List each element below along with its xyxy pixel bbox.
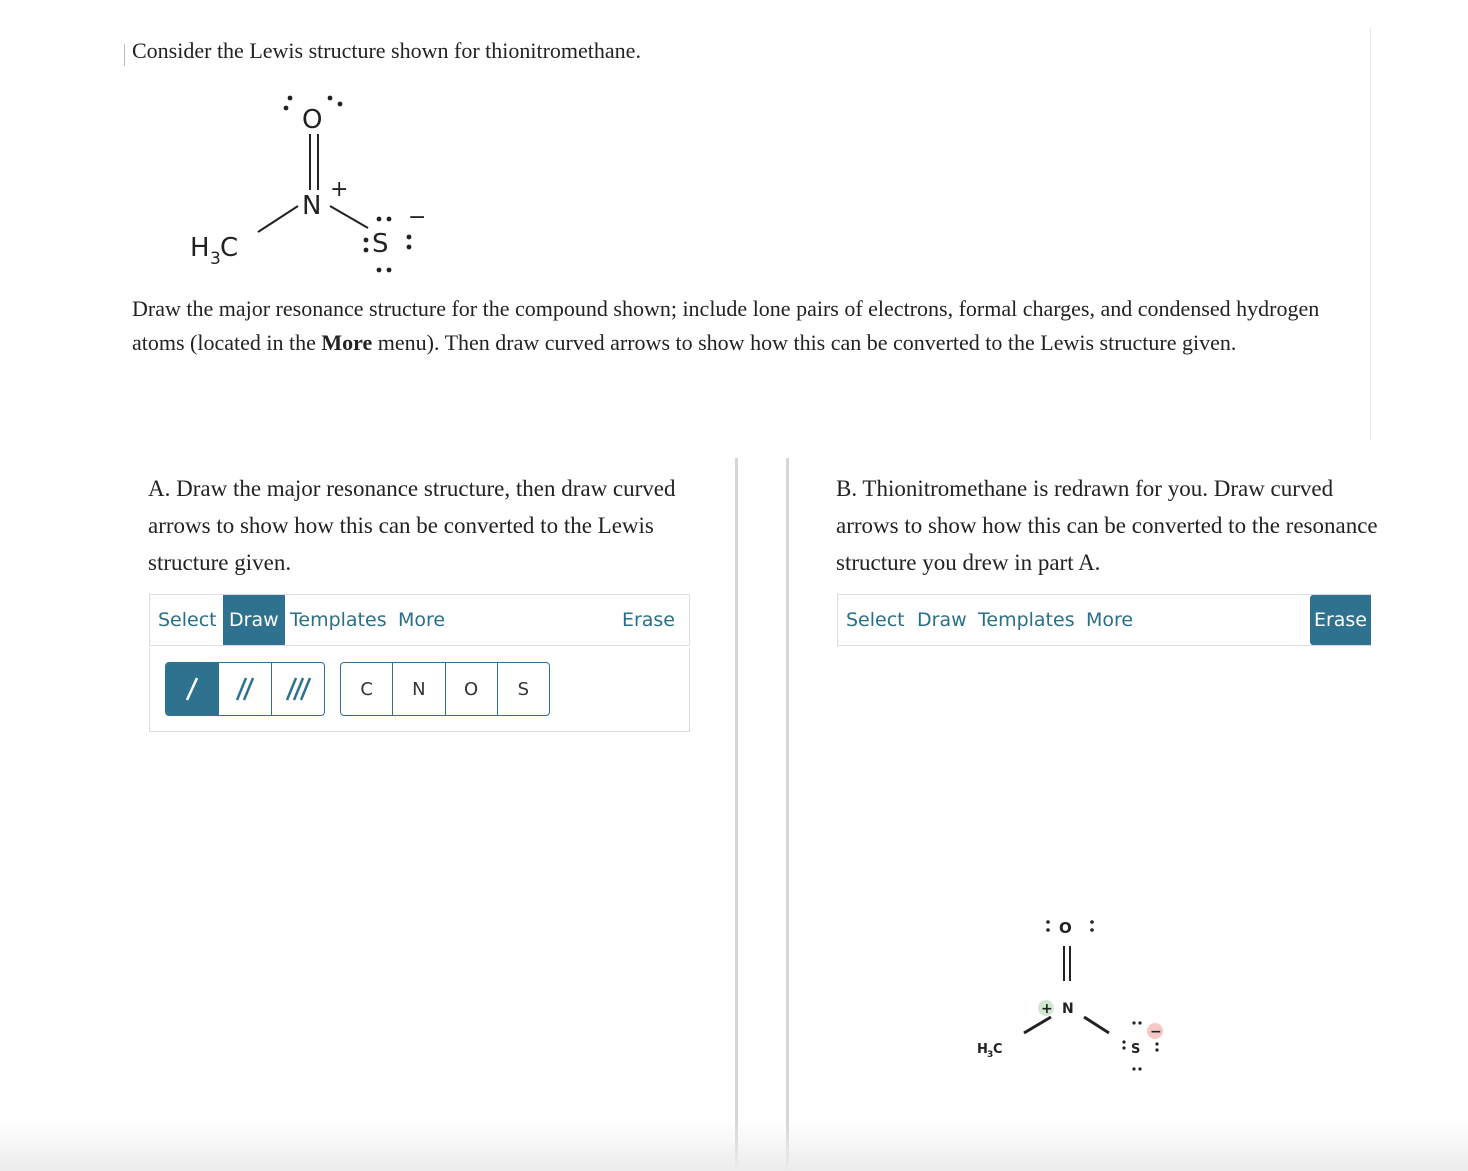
erase-tool[interactable]: Erase <box>1310 595 1371 645</box>
select-tool[interactable]: Select <box>846 609 905 631</box>
c-n-bond <box>258 206 298 232</box>
atom-o-button[interactable]: O <box>446 663 498 715</box>
instructions-text-end: menu). Then draw curved arrows to show how this can be converted to the Lewis structure given. <box>372 330 1237 355</box>
bond-tool-group <box>165 662 325 716</box>
templates-tool[interactable]: Templates <box>290 609 387 631</box>
right-rule <box>1370 28 1371 440</box>
part-b-s-lone-pair <box>1132 1067 1135 1070</box>
part-b-methyl-c: C <box>993 1042 1003 1057</box>
part-a-canvas[interactable] <box>149 732 690 1120</box>
s-lone-pair-dot <box>407 245 412 250</box>
double-bond-button[interactable] <box>219 663 272 715</box>
part-b-s-charge: − <box>1150 1024 1162 1040</box>
part-b-n-s-bond <box>1084 1017 1109 1033</box>
part-b-o-lone-pair <box>1046 920 1050 924</box>
part-b-o-lone-pair <box>1046 928 1050 932</box>
part-a-toolbar <box>149 594 690 646</box>
more-tool[interactable]: More <box>398 609 446 631</box>
part-b-s-lone-pair <box>1138 1067 1141 1070</box>
draw-tool[interactable]: Draw <box>917 609 967 631</box>
part-b-sulfur: S <box>1131 1042 1141 1057</box>
erase-tool[interactable]: Erase <box>621 609 675 631</box>
part-b-oxygen: O <box>1059 919 1072 937</box>
templates-tool[interactable]: Templates <box>978 609 1075 631</box>
s-lone-pair-dot <box>364 238 369 243</box>
methyl-h: H <box>190 233 210 263</box>
part-b-title: B. Thionitromethane is redrawn for you. Draw curved arrows to show how this can be converted to the resonance structure you drew in part A. <box>836 476 1378 575</box>
n-s-bond <box>330 206 368 228</box>
sulfur-charge: − <box>408 205 427 230</box>
part-a-title: A. Draw the major resonance structure, then draw curved arrows to show how this can be converted to the Lewis structure given. <box>148 476 676 575</box>
atom-tool-group <box>340 662 550 716</box>
part-b-methyl-sub: 3 <box>987 1050 994 1060</box>
s-lone-pair-dot <box>377 268 382 273</box>
oxygen-atom: O <box>302 105 323 135</box>
part-b-toolbar <box>837 594 1371 646</box>
o-lone-pair-dot <box>284 106 289 111</box>
single-bond-icon <box>180 674 204 704</box>
s-lone-pair-dot <box>387 217 392 222</box>
part-b-s-lone-pair <box>1122 1046 1125 1049</box>
atom-n-button[interactable]: N <box>393 663 445 715</box>
part-b-o-lone-pair <box>1090 920 1094 924</box>
part-b-s-lone-pair <box>1122 1040 1125 1043</box>
o-lone-pair-dot <box>288 96 293 101</box>
part-a-draw-subpanel <box>149 648 690 732</box>
part-b-s-lone-pair <box>1155 1048 1158 1051</box>
nitrogen-atom: N <box>302 191 322 221</box>
part-b-nitrogen: N <box>1062 1001 1074 1017</box>
methyl-c: C <box>220 233 239 263</box>
instructions-more-bold: More <box>321 330 373 355</box>
part-b-s-lone-pair <box>1155 1042 1158 1045</box>
part-b-o-lone-pair <box>1090 928 1094 932</box>
part-b-methyl-h: H <box>977 1042 988 1057</box>
question-intro: Consider the Lewis structure shown for thionitromethane. <box>132 38 641 63</box>
o-lone-pair-dot <box>328 96 333 101</box>
sulfur-atom: S <box>372 229 389 259</box>
part-b-n-charge: + <box>1041 1001 1053 1017</box>
part-b-s-lone-pair <box>1138 1021 1141 1024</box>
atom-c-button[interactable]: C <box>341 663 393 715</box>
part-b-c-n-bond <box>1024 1017 1051 1033</box>
draw-tool[interactable]: Draw <box>223 595 285 645</box>
part-b-s-lone-pair <box>1132 1021 1135 1024</box>
methyl-subscript: 3 <box>210 249 221 269</box>
s-lone-pair-dot <box>364 248 369 253</box>
o-lone-pair-dot <box>338 102 343 107</box>
triple-bond-button[interactable] <box>272 663 324 715</box>
panel-divider <box>786 458 789 1171</box>
lewis-structure <box>180 80 460 280</box>
select-tool[interactable]: Select <box>158 609 217 631</box>
instructions-text: Draw the major resonance structure for the compound shown; include lone pairs of electrons, formal charges, and condensed hydrogen atoms (located in the <box>132 296 1320 355</box>
instructions <box>132 292 1332 360</box>
bottom-fade <box>0 1120 1468 1171</box>
panel-divider <box>735 458 738 1171</box>
s-lone-pair-dot <box>377 217 382 222</box>
part-b-molecule <box>967 911 1187 1091</box>
s-lone-pair-dot <box>407 235 412 240</box>
more-tool[interactable]: More <box>1086 609 1134 631</box>
part-b-canvas[interactable] <box>837 646 1371 1120</box>
nitrogen-charge: + <box>330 177 349 202</box>
atom-s-button[interactable]: S <box>517 678 530 700</box>
left-margin-mark <box>124 44 125 66</box>
single-bond-button[interactable] <box>166 663 219 715</box>
s-lone-pair-dot <box>387 268 392 273</box>
triple-bond-icon <box>284 674 312 704</box>
double-bond-icon <box>233 674 257 704</box>
